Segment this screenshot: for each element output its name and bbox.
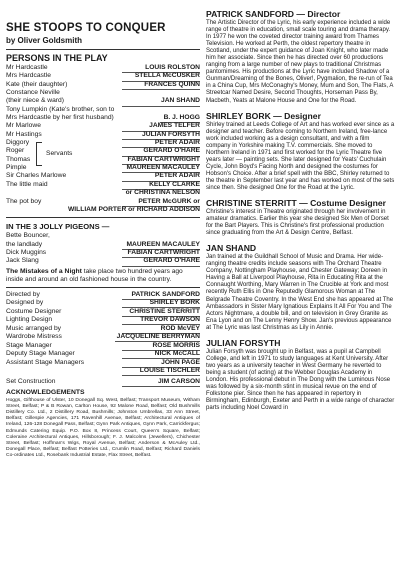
crew-row: Costume Designer CHRISTINE STERRITT [6,308,200,317]
crew-row: Set Construction JIM CARSON [6,378,200,387]
cast-list [6,64,200,214]
crew-row: Lighting Design TREVOR DAWSON [6,316,200,325]
servants-bracket [36,142,42,166]
cast-row: Mrs Hardcastle STELLA McCUSKER [6,72,200,80]
crew-row: Wardrobe Mistress JACQUELINE BERRYMAN [6,333,200,342]
setting-note [6,268,200,284]
divider [6,217,200,218]
crew-row: Deputy Stage Manager NICK McCALL [6,350,200,359]
cast-row: Jack Slang GERARD O'HARE [6,257,200,265]
right-column [206,6,395,418]
crew-row: Stage Manager ROSE MORRIS [6,342,200,351]
divider [6,287,200,288]
crew-list [6,291,200,387]
cast-row: Mrs Hardcastle by her first husband) B. J. HOGG [6,114,200,122]
cast-row: the landlady MAUREEN MACAULEY [6,241,200,249]
setting-title: The Mistakes of a Night [6,267,82,275]
play-title: SHE STOOPS TO CONQUER [6,22,166,34]
crew-row: Designed by SHIRLEY BORK [6,299,200,308]
bio-text: Jan trained at the Guildhall School of Music and Drama. Her wide-ranging theatre credits include seasons with The Orchard Theatre Company, Nottingham Playhouse, and Chester Gateway; Doreen in Having a Ball at Liverpool Playhouse, Rita in Educating Rita at the Connaught Worthing, Mary Warren in The Crucible at York and most recently Ruth Ellis in One Reputedly Glamorous Woman at The Belgrade Theatre Coventry. In the West End she has appeared at The Ambassadors in Sister Mary Ignatious Explains It All For You and The Actors Nightmare, a double bill, and on television in Grey Granite as Ena Lyon and on The Lenny Henry Show. Jan's previous appearance at The Lyric was last Christmas as Lily in Annie. [206,254,394,331]
divider [6,49,200,50]
cast-row: or CHRISTINA NELSON [125,189,200,197]
cast-row: Diggory PETER ADAIR [6,139,200,147]
bio-heading: PATRICK SANDFORD — Director [206,9,341,19]
bio-heading: JULIAN FORSYTH [206,337,281,348]
cast-row: Mr Hastings JULIAN FORSYTH [6,131,200,139]
cast-row: Thomas FABIAN CARTWRIGHT [6,156,200,164]
cast-row: Roger GERARD O'HARE [6,147,200,155]
play-author: by Oliver Goldsmith [6,36,83,45]
bio-patrick-sandford [206,9,395,105]
bio-heading: CHRISTINE STERRITT — Costume Designer [206,198,387,209]
cast-row: Mr Marlowe JAMES TELFER [6,122,200,130]
crew-row: Assistant Stage Managers JOHN PAGE [6,359,200,368]
pigeons-list [6,232,200,265]
bio-shirley-bork [206,111,395,192]
cast-row: The little maid KELLY CLARKE [6,181,200,189]
bio-text: Christine's interest in Theatre originated through her involvement in amateur dramatics. Earlier this year she designed Six Men of Dorset for the Bart Players. This is Christine's first professional production since graduating from the Art & Design Centre, Belfast. [206,209,389,237]
bio-text: Julian Forsyth was brought up in Belfast, was a pupil at Campbell College, and left in 1971 to study languages at Kent University. After two years as a university teacher in West Germany he reverted to being a student (of acting) at the Webber Douglas Academy in London. His professional debut in The Dong with the Luminous Nose was followed by a six-month stint in musical revue on the end of Folkstone pier. Since then he has appeared in repertory in Birmingham, Edinburgh, Exeter and Perth in a wide range of character parts including Noel Coward in [206,348,395,412]
cast-row: The pot boy PETER McGURK or [6,198,200,206]
cast-row: Mr Hardcastle LOUIS ROLSTON [6,64,200,72]
cast-row: Dick Muggins FABIAN CARTWRIGHT [6,249,200,257]
servants-label: Servants [46,150,73,157]
cast-row: (their niece & ward) JAN SHAND [6,97,200,105]
cast-row: WILLIAM PORTER or RICHARD ADDISON [67,205,200,213]
cast-row: Sir Charles Marlowe PETER ADAIR [6,172,200,180]
pigeons-heading: IN THE 3 JOLLY PIGEONS — [6,222,110,232]
bio-text: Shirley trained at Leeds College of Art and has worked ever since as a designer and teacher. Before coming to Northern Ireland, free-lance work included working as a design consultant, and with a film company in Yorkshire making T.V. commercials. She moved to Northern Ireland in 1971 and first worked for the Lyric Theatre five years later — painting sets. She later designed for Yeats' Cuchulain Cycle, John Boyd's Facing North and designed the costumes for Hobson's Choice. After a brief spell with the BBC, Shirley returned to the theatre in September last year and has worked on most of the sets since then. She designed One for the Road at the Lyric. [206,121,395,191]
cast-row: Bette Bouncer, [6,232,50,240]
crew-row: Music arranged by ROD McVEY [6,325,200,334]
bio-christine-sterritt [206,198,395,237]
acknowledgements-heading: ACKNOWLEDGEMENTS [6,389,85,397]
left-column [6,22,200,459]
crew-row: Directed by PATRICK SANDFORD [6,291,200,300]
bio-text: The Artistic Director of the Lyric, his early experience included a wide range of theatre in education, small scale touring and drama therapy. In 1977 he won the coveted director training award from Thames Television. He worked at Perth, the oldest repertory theatre in Scotland, under the expert guidance of Joan Knight, who later made him her associate. Since then he has directed over 60 productions ranging from a large number of new plays to traditional Christmas pantomimes. His productions at the Lyric have included Shadow of a Gunman/Dreaming of the Bones, Oliver!, Pygmalion, the re-run of Tea in a China Cup, Mrs McConaghy's Money, Mum and Son, The Flats, A Streetcar Named Desire, Second Thoughts, Horseman Pass By, Macbeth, Yeats at Malone House and One for the Road. [206,20,394,104]
cast-row: Kate (their daughter) FRANCES QUINN [6,81,200,89]
bio-heading: SHIRLEY BORK — Designer [206,110,321,121]
bio-julian-forsyth [206,338,395,412]
bio-jan-shand [206,243,395,332]
cast-row: Tony Lumpkin (Kate's brother, son to [6,105,115,113]
bio-heading: JAN SHAND [206,243,257,254]
cast-row: Constance Neville [6,89,60,97]
crew-row: LOUISE TISCHLER [6,367,200,376]
cast-row: Pimple MAUREEN MACAULEY [6,164,200,172]
persons-heading: PERSONS IN THE PLAY [6,53,108,63]
acknowledgements-text: Hoggs, Gifthouse of Ulster, 10 Donegall Sq. West, Belfast; Transport Museum, Witham Street, Belfast; P & B Rowan, Carlton House, 92 Malone Road, Belfast; Old Bushmills Distillery Co. Ltd., 2 Distillery Road, Bushmills; Johnston Umbrellas, 33 Ann Street, Belfast; Gillespie Agencies, 171 Ravenhill Avenue, Belfast; Architectural Antiques of Ireland, 126-128 Donegall Pass, Belfast; Gynn Park Antiques, Gynn Park, Carrickfergus; Edmunds Catering Equip. P.O. Box 8, Princess Court, Queen's Square, Belfast; Coleraine Architectural Antiques, Hillsborough; F. J. Malcolms (Jewellers), Chichester Street, Belfast; Hoffman's Wigs, Royal Avenue, Belfast; Anderson & McAuley Ltd., Donegall Place, Belfast; Belfast Potteries Ltd., Crumlin Road, Belfast; Richard Daniels Co-ordinates Ltd., Rosebank Industrial Estate, Flax Street, Belfast. [6,398,200,458]
setting-text: take place two hundred years ago inside and around an old fashioned house in the country. [6,267,183,283]
